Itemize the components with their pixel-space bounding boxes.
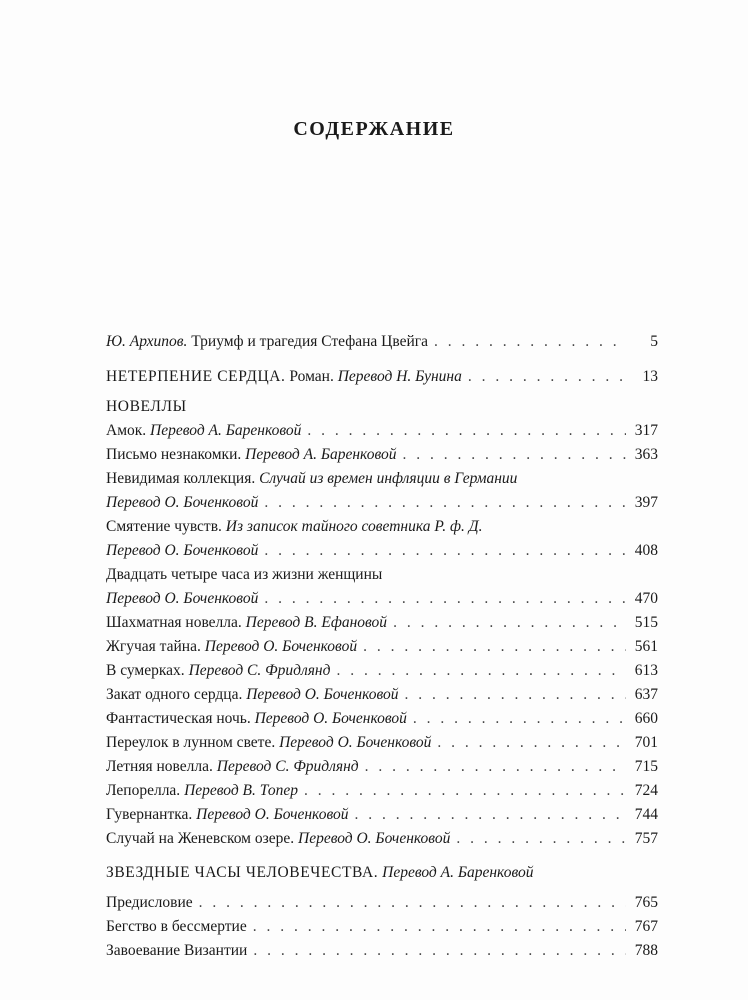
toc-entry: Переулок в лунном свете. Перевод О. Боченковой . . . 701 — [106, 731, 658, 755]
page-number: 767 — [634, 918, 658, 935]
intro-author: Ю. Архипов. — [106, 333, 188, 350]
page-number: 757 — [634, 830, 658, 847]
toc-entry: Гувернантка. Перевод О. Боченковой . . . 744 — [106, 803, 658, 827]
toc-entry: В сумерках. Перевод С. Фридлянд . . . 613 — [106, 659, 658, 683]
page-number: 715 — [634, 758, 658, 775]
toc-entry-intro — [106, 330, 658, 354]
section-heading-novellas: НОВЕЛЛЫ — [106, 398, 187, 415]
page-number: 788 — [634, 942, 658, 959]
page-number: 397 — [634, 494, 658, 511]
leader-dots — [264, 539, 626, 563]
leader-dots — [402, 443, 626, 467]
leader-dots — [468, 365, 626, 389]
page-number: 13 — [642, 368, 658, 385]
toc-entry: Амок. Перевод А. Баренковой . . . 317 — [106, 419, 658, 443]
toc-entry-novel — [106, 365, 658, 389]
page-number: 660 — [634, 710, 658, 727]
toc-entry: Летняя новелла. Перевод С. Фридлянд . . . 715 — [106, 755, 658, 779]
page-number: 470 — [634, 590, 658, 607]
toc-entry: Фантастическая ночь. Перевод О. Боченковой . . . 660 — [106, 707, 658, 731]
toc-entry: Закат одного сердца. Перевод О. Боченковой . . . 637 — [106, 683, 658, 707]
leader-dots — [405, 683, 626, 707]
leader-dots — [307, 419, 626, 443]
page-number: 561 — [634, 638, 658, 655]
toc-entry: Перевод О. Боченковой . . . 408 — [106, 539, 658, 563]
leader-dots — [456, 827, 626, 851]
leader-dots — [365, 755, 626, 779]
leader-dots — [253, 939, 626, 963]
leader-dots — [434, 330, 626, 354]
leader-dots — [199, 891, 626, 915]
novel-title: НЕТЕРПЕНИЕ СЕРДЦА. — [106, 368, 286, 385]
toc-entry: Перевод О. Боченковой . . . 397 — [106, 491, 658, 515]
leader-dots — [264, 491, 626, 515]
leader-dots — [354, 803, 626, 827]
page-number: 637 — [634, 686, 658, 703]
toc-entry: Бегство в бессмертие . . . 767 — [106, 915, 658, 939]
toc-entry: Предисловие . . . 765 — [106, 891, 658, 915]
page-number: 363 — [634, 446, 658, 463]
leader-dots — [304, 779, 626, 803]
leader-dots — [336, 659, 626, 683]
toc-entry: Письмо незнакомки. Перевод А. Баренковой . . . 363 — [106, 443, 658, 467]
page-title: СОДЕРЖАНИЕ — [293, 118, 455, 140]
leader-dots — [393, 611, 626, 635]
intro-title: Триумф и трагедия Стефана Цвейга — [191, 333, 429, 350]
leader-dots — [437, 731, 626, 755]
page-number: 765 — [634, 894, 658, 911]
page-number: 701 — [634, 734, 658, 751]
toc-entry: Лепорелла. Перевод В. Топер . . . 724 — [106, 779, 658, 803]
toc-entry: Перевод О. Боченковой . . . 470 — [106, 587, 658, 611]
novel-translator: Перевод Н. Бунина — [337, 368, 462, 385]
toc-entry-line: Смятение чувств. Из записок тайного советника Р. ф. Д. — [106, 518, 483, 535]
toc-entry-line: Двадцать четыре часа из жизни женщины — [106, 566, 383, 583]
leader-dots — [363, 635, 626, 659]
section-heading-star-hours: ЗВЕЗДНЫЕ ЧАСЫ ЧЕЛОВЕЧЕСТВА. Перевод А. Баренковой — [106, 864, 534, 881]
page-number: 317 — [634, 422, 658, 439]
page-number: 724 — [634, 782, 658, 799]
table-of-contents — [106, 330, 658, 963]
leader-dots — [264, 587, 626, 611]
toc-entry-line: Невидимая коллекция. Случай из времен инфляции в Германии — [106, 470, 518, 487]
page-number: 613 — [634, 662, 658, 679]
page-number: 408 — [634, 542, 658, 559]
page-number: 5 — [650, 333, 658, 350]
page-number: 744 — [634, 806, 658, 823]
leader-dots — [413, 707, 626, 731]
toc-entry: Жгучая тайна. Перевод О. Боченковой . . . 561 — [106, 635, 658, 659]
toc-entry: Шахматная новелла. Перевод В. Ефановой . . . 515 — [106, 611, 658, 635]
novel-kind: Роман. — [289, 368, 334, 385]
toc-entry: Завоевание Византии . . . 788 — [106, 939, 658, 963]
page-number: 515 — [634, 614, 658, 631]
toc-entry: Случай на Женевском озере. Перевод О. Боченковой . . . 757 — [106, 827, 658, 851]
leader-dots — [253, 915, 626, 939]
